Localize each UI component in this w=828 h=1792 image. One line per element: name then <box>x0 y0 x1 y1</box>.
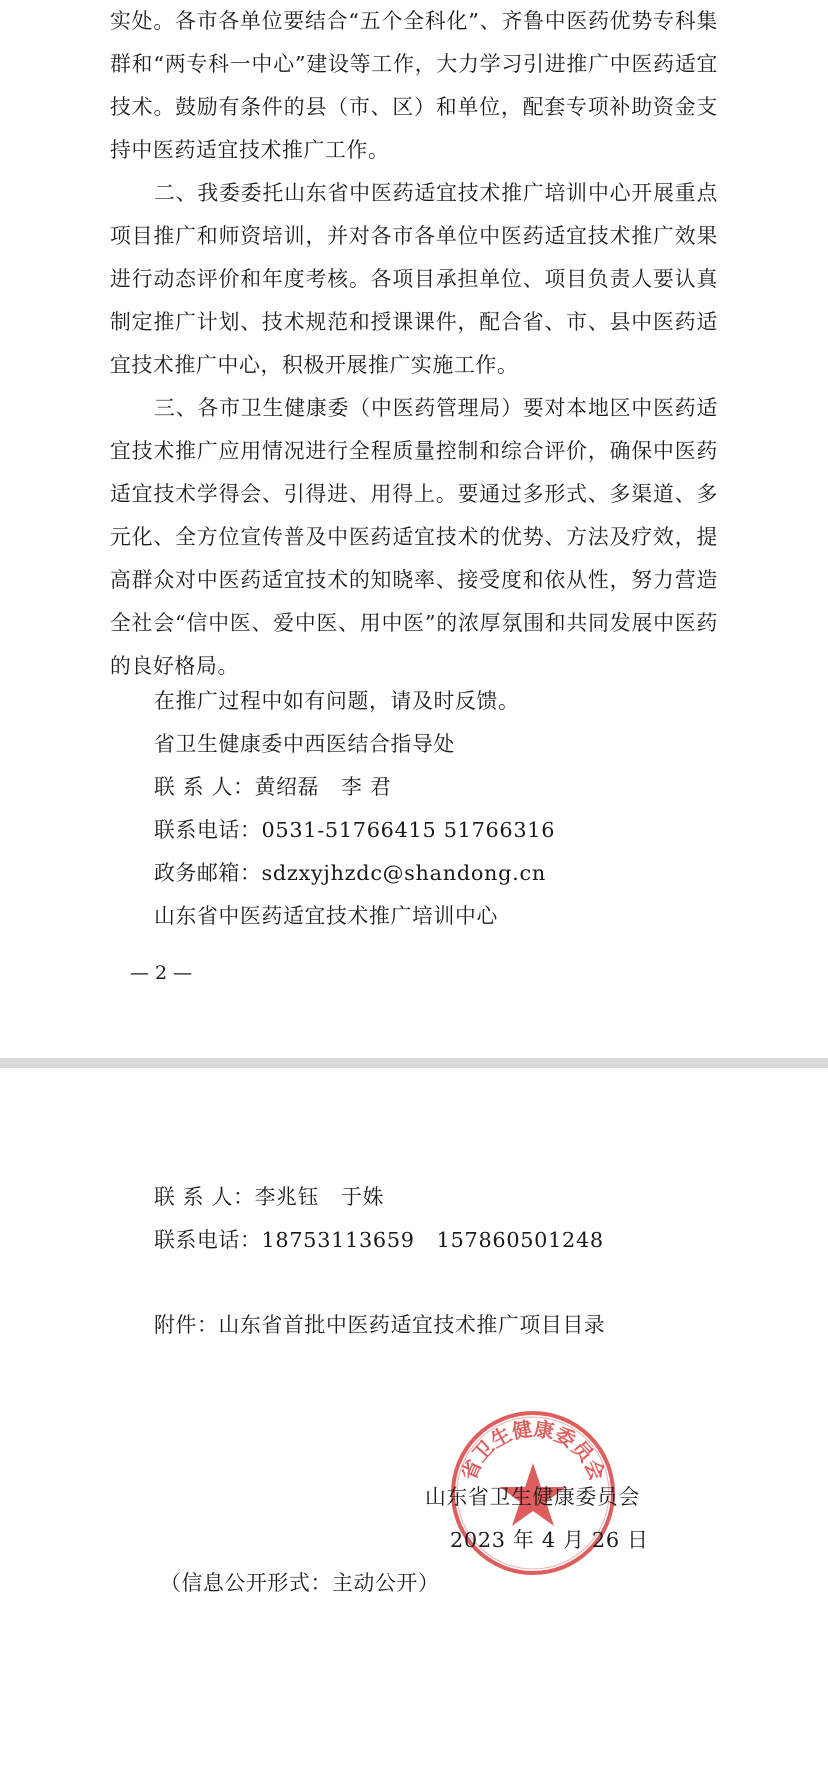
body-paragraph: 三、各市卫生健康委（中医药管理局）要对本地区中医药适宜技术推广应用情况进行全程质量控制和综合评价，确保中医药适宜技术学得会、引得进、用得上。要通过多形式、多渠道、多元化、全方位宣传普及中医药适宜技术的优势、方法及疗效，提高群众对中医药适宜技术的知晓率、接受度和依从性，努力营造全社会“信中医、爱中医、用中医”的浓厚氛围和共同发展中医药的良好格局。 <box>110 396 718 678</box>
signing-organization: 山东省卫生健康委员会 <box>425 1485 640 1509</box>
seal-text: 省卫生健康委员会 <box>456 1416 610 1484</box>
disclosure-note: （信息公开形式：主动公开） <box>160 1571 440 1595</box>
training-center-name: 山东省中医药适宜技术推广培训中心 <box>154 904 498 928</box>
feedback-note: 在推广过程中如有问题，请及时反馈。 <box>154 689 520 713</box>
contact-person: 联 系 人：黄绍磊 李 君 <box>154 775 392 799</box>
contact-person: 联 系 人：李兆钰 于姝 <box>154 1185 385 1209</box>
department-name: 省卫生健康委中西医结合指导处 <box>154 732 455 756</box>
issue-date: 2023 年 4 月 26 日 <box>450 1528 649 1552</box>
document-page-2 <box>0 1068 828 1792</box>
page-number: — 2 — <box>130 962 193 984</box>
body-paragraph: 实处。各市各单位要结合“五个全科化”、齐鲁中医药优势专科集群和“两专科一中心”建设等工作，大力学习引进推广中医药适宜技术。鼓励有条件的县（市、区）和单位，配套专项补助资金支持中医药适宜技术推广工作。 <box>110 9 718 162</box>
contact-phone: 联系电话：0531-51766415 51766316 <box>154 818 556 842</box>
body-paragraph: 二、我委委托山东省中医药适宜技术推广培训中心开展重点项目推广和师资培训，并对各市各单位中医药适宜技术推广效果进行动态评价和年度考核。各项目承担单位、项目负责人要认真制定推广计划、技术规范和授课课件，配合省、市、县中医药适宜技术推广中心，积极开展推广实施工作。 <box>110 181 718 377</box>
attachment-line: 附件：山东省首批中医药适宜技术推广项目目录 <box>154 1313 606 1337</box>
contact-email: 政务邮箱：sdzxyjhzdc@shandong.cn <box>154 861 546 885</box>
contact-phone: 联系电话：18753113659 157860501248 <box>154 1228 604 1252</box>
